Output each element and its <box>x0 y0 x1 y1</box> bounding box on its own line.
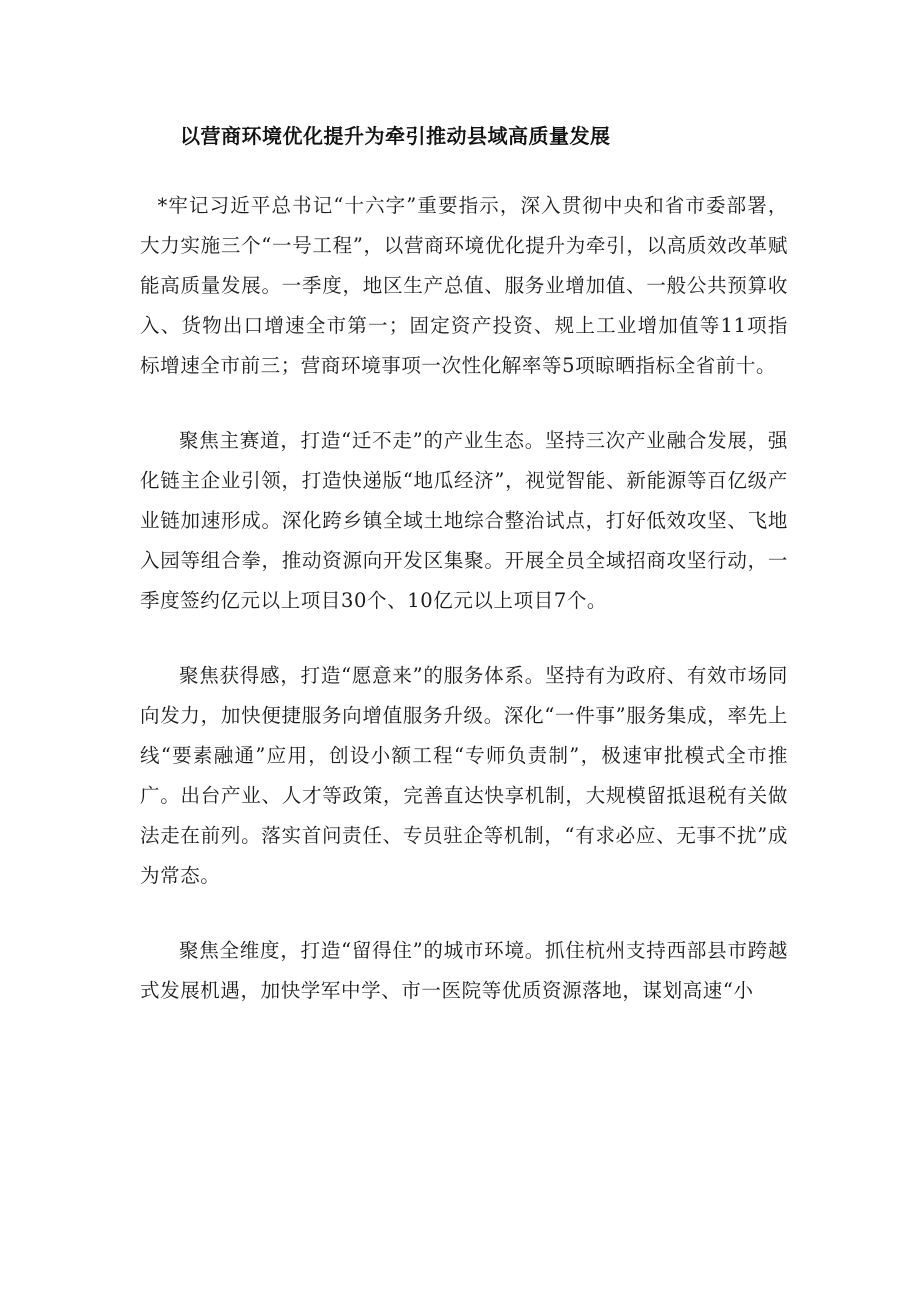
paragraph-intro: *牢记习近平总书记“十六字”重要指示，深入贯彻中央和省市委部署，大力实施三个“一号工程”，以营商环境优化提升为牵引，以高质效改革赋能高质量发展。一季度，地区生产总值、服务业增加值、一般公共预算收入、货物出口增速全市第一；固定资产投资、规上工业增加值等11项指标增速全市前三；营商环境事项一次性化解率等5项晾晒指标全省前十。 <box>140 194 788 377</box>
paragraph-industry: 聚焦主赛道，打造“迁不走”的产业生态。坚持三次产业融合发展，强化链主企业引领，打造快递版“地瓜经济”，视觉智能、新能源等百亿级产业链加速形成。深化跨乡镇全域土地综合整治试点，打好低效攻坚、飞地入园等组合拳，推动资源向开发区集聚。开展全员全域招商攻坚行动，一季度签约亿元以上项目30个、10亿元以上项目7个。 <box>140 429 788 612</box>
paragraph-city: 聚焦全维度，打造“留得住”的城市环境。抓住杭州支持西部县市跨越式发展机遇，加快学军中学、市一医院等优质资源落地，谋划高速“小 <box>140 939 788 1002</box>
document-body <box>140 186 788 1046</box>
document-title: 以营商环境优化提升为牵引推动县域高质量发展 <box>180 124 611 148</box>
paragraph-service: 聚焦获得感，打造“愿意来”的服务体系。坚持有为政府、有效市场同向发力，加快便捷服务向增值服务升级。深化“一件事”服务集成，率先上线“要素融通”应用，创设小额工程“专师负责制”，极速审批模式全市推广。出台产业、人才等政策，完善直达快享机制，大规模留抵退税有关做法走在前列。落实首问责任、专员驻企等机制，“有求必应、无事不扰”成为常态。 <box>140 664 788 887</box>
